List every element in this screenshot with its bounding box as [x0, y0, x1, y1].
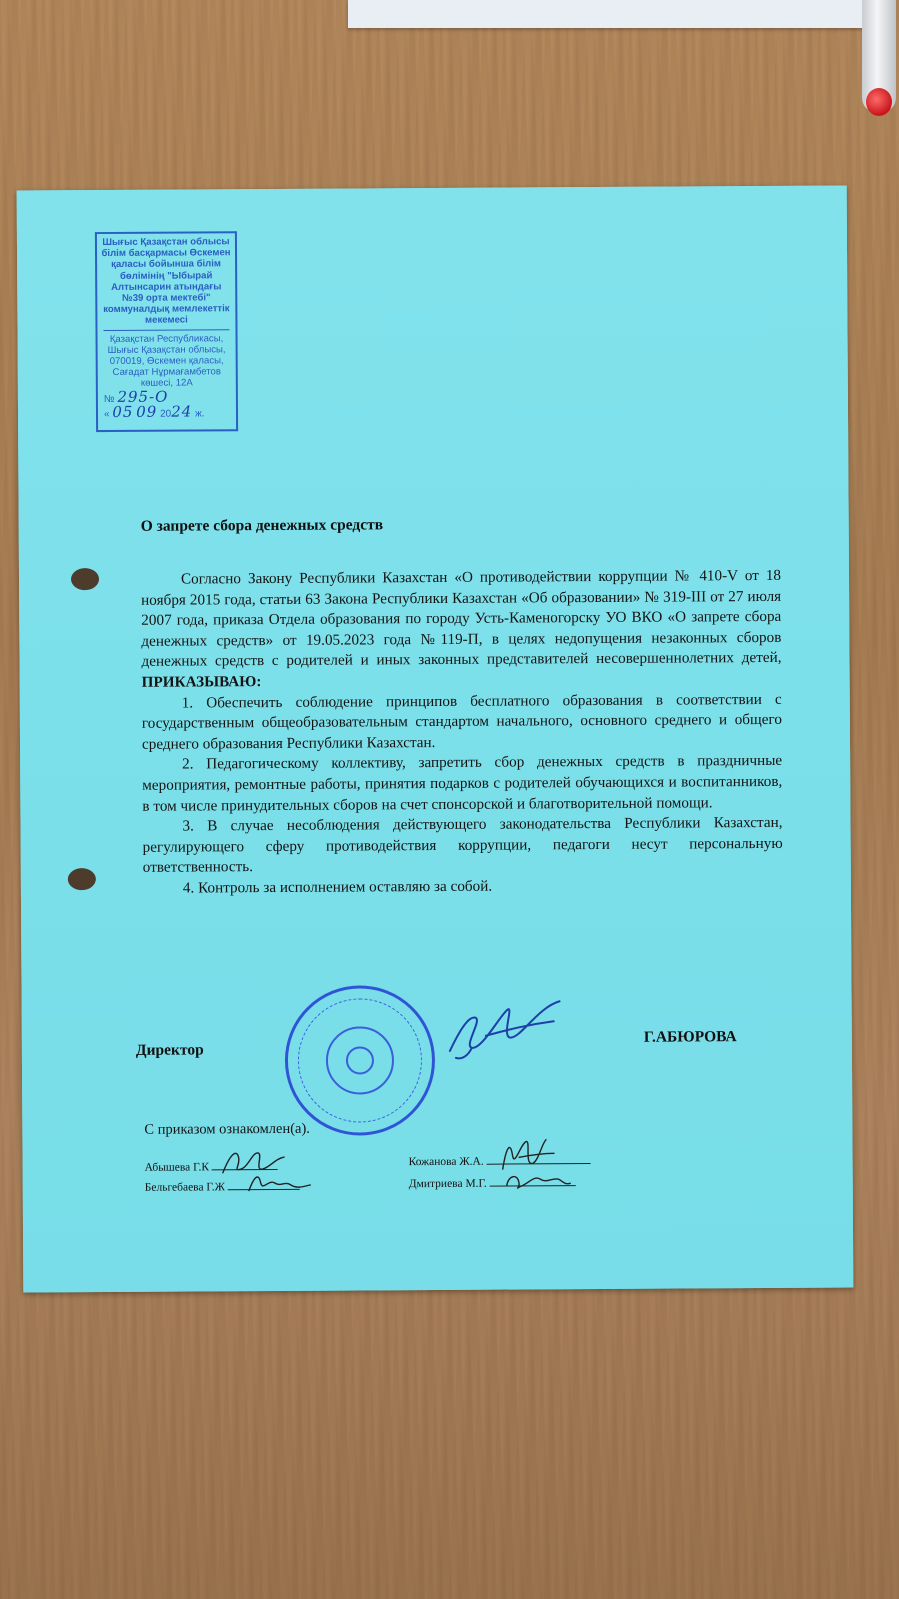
- stamp-org-line: коммуналдық мемлекеттік: [103, 303, 230, 316]
- signature-role: Директор: [135, 1041, 204, 1059]
- preamble-paragraph: [141, 566, 782, 693]
- order-item: 2. Педагогическому коллективу, запретить сбор денежных средств в праздничные мероприятия, ремонтные работы, принятия подарков с родителей обучающихся и воспитанников, в том числе принудительных сборов на счет спонсорской и благотворительной помощи.: [142, 752, 783, 815]
- signer-name: Абышева Г.К: [144, 1161, 210, 1174]
- stamp-divider: [103, 329, 229, 331]
- stamp-org-line: білім басқармасы Өскемен: [101, 247, 231, 260]
- stamp-date-prefix: «: [103, 408, 110, 420]
- director-signature: [442, 995, 572, 1066]
- stamp-address-line: 070019, Өскемен қаласы,: [109, 355, 224, 368]
- punch-hole: [71, 568, 99, 590]
- stamp-number-prefix: №: [103, 393, 115, 405]
- order-item: 4. Контроль за исполнением оставляю за собой.: [182, 877, 493, 897]
- pen-cap: [866, 88, 892, 116]
- preamble-text: Согласно Закону Республики Казахстан «О противодействии коррупции № 410-V от 18 ноября 2015 года, статьи 63 Закона Республики Казахстан «Об образовании» № 319-III от 27 июля 2007 года, приказа Отдела образования по городу Усть-Каменогорску УО ВКО «О запрете сбора денежных средств» от 19.05.2023 года №119-П, в целях недопущения незаконных сборов денежных средств с родителей и иных законных представителей несовершеннолетних детей,: [141, 566, 782, 671]
- stamp-date-suffix: ж.: [195, 408, 205, 420]
- stamp-org-line: қаласы бойынша білім: [111, 258, 222, 271]
- order-item: 3. В случае несоблюдения действующего законодательства Республики Казахстан, регулирующего сферу противодействия коррупции, педагоги несут персональную ответственность.: [142, 814, 783, 877]
- stamp-org-line: мекемесі: [145, 314, 188, 327]
- document-title: О запрете сбора денежных средств: [140, 516, 384, 535]
- signer-name: Дмитриева М.Г.: [408, 1177, 487, 1191]
- handwritten-signature: [503, 1167, 573, 1195]
- stamp-date-day: 05: [112, 402, 134, 421]
- state-emblem-icon: [326, 1026, 394, 1094]
- stamp-address-line: Сағадат Нұрмағамбетов: [112, 366, 222, 379]
- stamp-org-line: бөлімінің "Ыбырай: [119, 269, 213, 282]
- official-seal: [285, 985, 436, 1136]
- order-document: [17, 185, 854, 1292]
- order-word: ПРИКАЗЫВАЮ:: [141, 673, 262, 691]
- acknowledgement-label: С приказом ознакомлен(а).: [144, 1120, 310, 1138]
- punch-hole: [68, 868, 96, 890]
- document-body: [141, 566, 783, 899]
- stamp-org-line: №39 орта мектебі": [121, 292, 211, 304]
- signer-name: Бельгебаева Г.Ж: [144, 1181, 225, 1194]
- stamp-date-year-prefix: 20: [160, 408, 172, 420]
- signer-name: Кожанова Ж.А.: [408, 1155, 484, 1169]
- handwritten-signature: [245, 1169, 315, 1199]
- stamp-date-line: [100, 402, 234, 421]
- stamp-org-line: Шығыс Қазақстан облысы: [102, 236, 230, 249]
- stamp-date-year: 24: [171, 402, 193, 421]
- stamp-number-value: 295-О: [117, 387, 169, 406]
- stamp-address-line: Шығыс Қазақстан облысы,: [107, 344, 226, 356]
- background-paper-sheet: [348, 0, 868, 28]
- stamp-address-line: көшесі, 12А: [140, 377, 193, 390]
- stamp-address-line: Қазақстан Республикасы,: [109, 332, 224, 345]
- stamp-date-month: 09: [136, 402, 158, 421]
- registration-stamp: [95, 231, 238, 432]
- director-name: Г.АБЮРОВА: [643, 1028, 737, 1046]
- stamp-org-line: Алтынсарин атындағы: [111, 281, 222, 293]
- order-item: 1. Обеспечить соблюдение принципов бесплатного образования в соответствии с государственным общеобразовательным стандартом начального, основного среднего и общего среднего образования Республики Казахстан.: [141, 690, 782, 753]
